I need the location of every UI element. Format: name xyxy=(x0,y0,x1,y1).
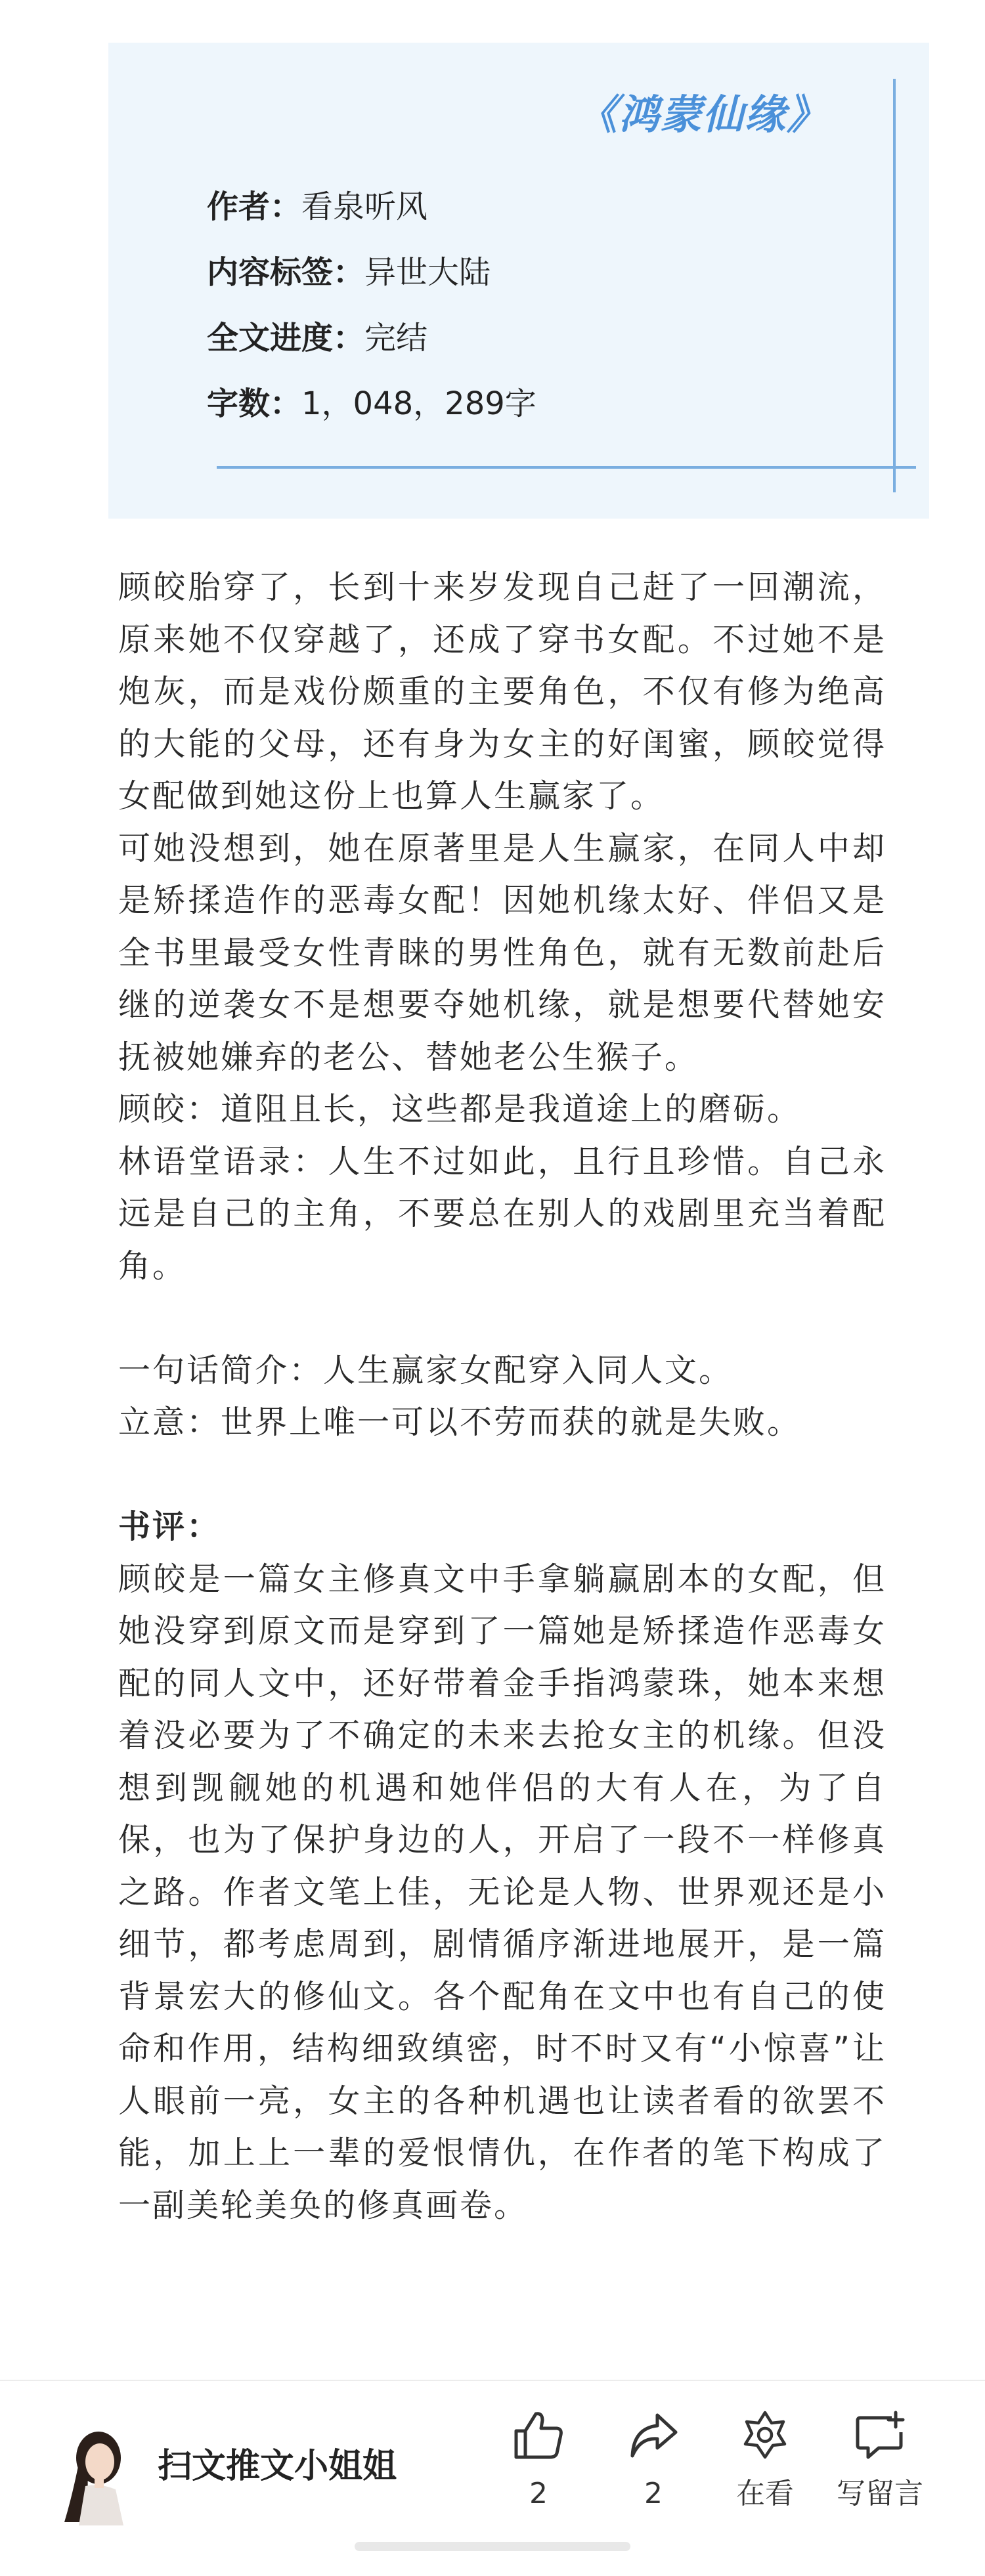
review-text: 顾皎是一篇女主修真文中手拿躺赢剧本的女配，但她没穿到原文而是穿到了一篇她是矫揉造作恶毒女配的同人文中，还好带着金手指鸿蒙珠，她本来想着没必要为了不确定的未来去抢女主的机缘。但没想到觊觎她的机遇和她伴侣的大有人在，为了自保，也为了保护身边的人，开启了一段不一样修真之路。作者文笔上佳，无论是人物、世界观还是小细节，都考虑周到，剧情循序渐进地展开，是一篇背景宏大的修仙文。各个配角在文中也有自己的使命和作用，结构细致缜密，时不时又有“小惊喜”让人眼前一亮，女主的各种机遇也让读者看的欲罢不能，加上上一辈的爱恨情仇，在作者的笔下构成了一副美轮美奂的修真画卷。 xyxy=(118,1560,886,2224)
author-name[interactable]: 扫文推文小姐姐 xyxy=(158,2447,397,2486)
progress-row xyxy=(207,305,427,371)
comment-icon xyxy=(852,2407,908,2462)
progress-label: 全文进度： xyxy=(207,320,365,356)
like-button[interactable] xyxy=(483,2407,594,2514)
synopsis-quote: 林语堂语录：人生不过如此，且行且珍惜。自己永远是自己的主角，不要总在别人的戏剧里充当着配角。 xyxy=(118,1142,886,1285)
flower-icon xyxy=(737,2407,793,2462)
author-row xyxy=(207,174,427,240)
tags-value: 异世大陆 xyxy=(364,254,491,291)
progress-value: 完结 xyxy=(364,320,428,356)
watching-button[interactable] xyxy=(709,2407,821,2514)
watching-label: 在看 xyxy=(736,2477,794,2510)
article-body xyxy=(118,561,886,2231)
synopsis-paragraph-3: 顾皎：道阻且长，这些都是我道途上的磨砺。 xyxy=(118,1090,802,1128)
word-count-value: 1，048，289字 xyxy=(301,385,536,422)
one-line-intro: 一句话简介：人生赢家女配穿入同人文。 xyxy=(118,1351,733,1389)
author-avatar[interactable] xyxy=(53,2424,138,2529)
word-count-label: 字数： xyxy=(207,385,302,422)
like-count: 2 xyxy=(529,2477,548,2510)
card-vertical-rule xyxy=(893,79,896,492)
synopsis-paragraph-2: 可她没想到，她在原著里是人生赢家，在同人中却是矫揉造作的恶毒女配！因她机缘太好、伴侣又是全书里最受女性青睐的男性角色，就有无数前赴后继的逆袭女不是想要夺她机缘，就是想要代替她安抚被她嫌弃的老公、替她老公生猴子。 xyxy=(118,829,886,1076)
theme-statement: 立意：世界上唯一可以不劳而获的就是失败。 xyxy=(118,1404,802,1441)
tags-row xyxy=(207,240,491,305)
author-value: 看泉听风 xyxy=(301,188,428,225)
review-heading: 书评： xyxy=(118,1508,221,1545)
thumbs-up-icon xyxy=(511,2407,566,2462)
share-count: 2 xyxy=(644,2477,663,2510)
write-comment-label: 写留言 xyxy=(837,2477,923,2510)
write-comment-button[interactable] xyxy=(824,2407,936,2514)
word-count-row xyxy=(207,371,536,437)
synopsis-paragraph-1: 顾皎胎穿了，长到十来岁发现自己赶了一回潮流，原来她不仅穿越了，还成了穿书女配。不过她不是炮灰，而是戏份颇重的主要角色，不仅有修为绝高的大能的父母，还有身为女主的好闺蜜，顾皎觉得女配做到她这份上也算人生赢家了。 xyxy=(118,569,886,815)
bottom-action-bar xyxy=(0,2381,985,2576)
share-button[interactable] xyxy=(598,2407,709,2514)
card-horizontal-rule xyxy=(217,466,916,469)
author-label: 作者： xyxy=(207,188,302,225)
book-title: 《鸿蒙仙缘》 xyxy=(576,91,829,139)
home-indicator xyxy=(355,2542,630,2551)
tags-label: 内容标签： xyxy=(207,254,365,291)
share-arrow-icon xyxy=(626,2407,681,2462)
